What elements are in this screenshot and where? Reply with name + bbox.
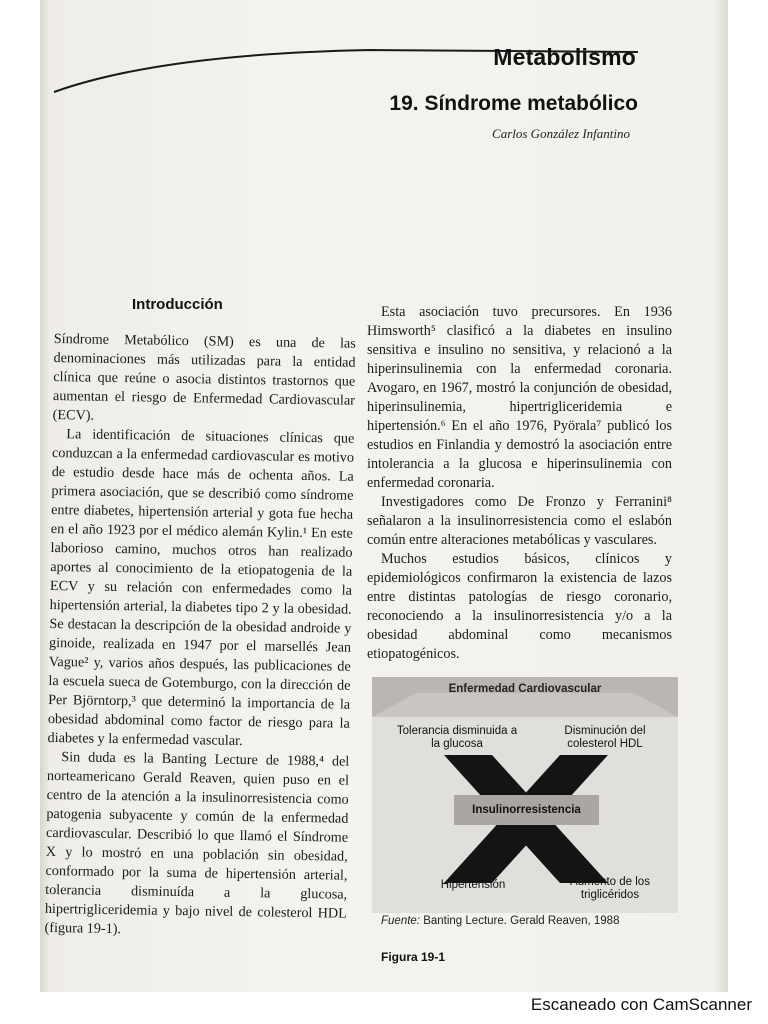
paper-sheet: [40, 0, 728, 992]
figure-top-label: Enfermedad Cardiovascular: [448, 683, 602, 695]
section-title: Metabolismo: [493, 44, 636, 70]
paragraph: Esta asociación tuvo precursores. En 1936 Himsworth⁵ clasificó a la diabetes en insulino sensitiva e insulino no sensitiva, y relacionó a la hiperinsulinemia con la enfermedad coronaria. Avogaro, en 1967, mostró la conjunción de obesidad, hiperinsulinemia, hipertrigliceridemia e hipertensión.⁶ En el año 1976, Pyörala⁷ publicó los estudios en Finlandia y demostró la asociación entre intolerancia a la glucosa e hiperinsulinemia con enfermedad coronaria.: [367, 304, 672, 491]
paragraph: Muchos estudios básicos, clínicos y epidemiológicos confirmaron la existencia de lazos entre distintas patologías de riesgo coronario, reconociendo a la insulinorresistencia y/o a la obesidad abdominal como mecanismos etiopatogénicos.: [367, 551, 672, 662]
paragraph: La identificación de situaciones clínicas que conduzcan a la enfermedad cardiovascular es motivo de estudio desde hace más de ochenta años. La primera asociación, que se describió como síndrome entre diabetes, hipertensión arterial y gota fue hecha en el año 1923 por el médico alemán Kylin.¹ En este laborioso camino, muchos otros han realizado aportes al conocimiento de la etiopatogenia de la ECV y su relación con enfermedades como la hipertensión arterial, la diabetes tipo 2 y la obesidad. Se destacan la descripción de la obesidad androide y ginoide, realizada en 1947 por el marsellés Jean Vague² y, varios años después, las publicaciones de la escuela sueca de Gotemburgo, con la dirección de Per Björntorp,³ que determinó la importancia de la obesidad abdominal como factor de riesgo para la diabetes y la enfermedad vascular.: [47, 426, 355, 750]
figure-label-top-left: Tolerancia disminuida a la glucosa: [396, 725, 518, 750]
figure-19-1: [372, 677, 678, 913]
paragraph: Síndrome Metabólico (SM) es una de las denominaciones más utilizadas para la entidad clínica que reúne o asocia distintos trastornos que aumentan el riesgo de Enfermedad Cardiovascular (ECV).: [52, 330, 356, 424]
author-name: Carlos González Infantino: [492, 126, 630, 141]
figure-source-label: Fuente:: [381, 915, 420, 927]
camscanner-watermark: Escaneado con CamScanner: [530, 995, 752, 1014]
figure-label-bottom-left: Hipertensión: [440, 879, 506, 891]
figure-center-label: Insulinorresistencia: [454, 795, 599, 825]
figure-source-text: Banting Lecture. Gerald Reaven, 1988: [423, 915, 620, 927]
figure-label-top-right: Disminución del colesterol HDL: [564, 725, 646, 750]
figure-source: [381, 915, 619, 927]
chapter-title: 19. Síndrome metabólico: [389, 92, 638, 115]
intro-heading: Introducción: [132, 296, 223, 313]
left-column: [44, 330, 356, 943]
right-column: [367, 303, 672, 664]
figure-caption: Figura 19-1: [381, 950, 446, 964]
paragraph: Investigadores como De Fronzo y Ferranini⁸ señalaron a la insulinorresistencia como el eslabón común entre alteraciones metabólicas y vasculares.: [367, 494, 672, 548]
paper-edge-shadow: [714, 0, 728, 992]
figure-label-bottom-right: Aumento de los triglicéridos: [570, 876, 650, 901]
paragraph: Sin duda es la Banting Lecture de 1988,⁴ del norteamericano Gerald Reaven, quien puso en el centro de la atención a la insulinorresistencia como patogenia subyacente y común de la enfermedad cardiovascular. Describió lo que llamó el Síndrome X y lo mostró en una población sin obesidad, conformado por la suma de hipertensión arterial, tolerancia disminuída a la glucosa, hipertrigliceridemia y bajo nivel de colesterol HDL (figura 19-1).: [44, 749, 350, 938]
